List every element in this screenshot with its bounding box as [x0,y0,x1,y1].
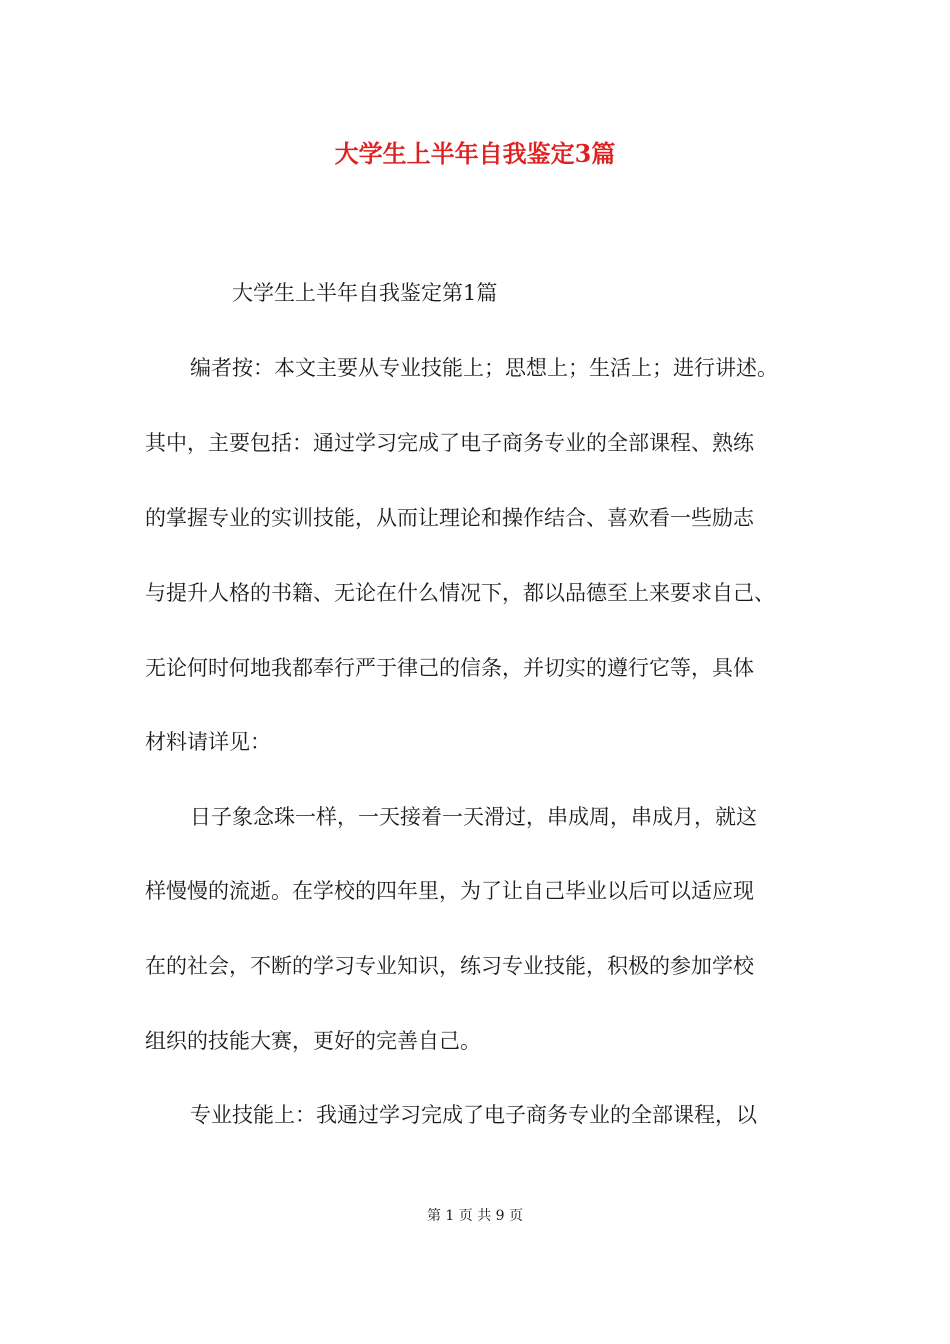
section-heading: 大学生上半年自我鉴定第1篇 [232,281,498,305]
page-footer: 第 1 页 共 9 页 [426,1208,524,1224]
paragraph-line: 编者按：本文主要从专业技能上；思想上；生活上；进行讲述。 [190,356,778,380]
paragraph-line: 材料请详见： [145,730,271,754]
paragraph-line: 无论何时何地我都奉行严于律己的信条，并切实的遵行它等，具体 [145,656,754,680]
paragraph-line: 与提升人格的书籍、无论在什么情况下，都以品德至上来要求自己、 [145,581,775,605]
paragraph-line: 其中，主要包括：通过学习完成了电子商务专业的全部课程、熟练 [145,431,754,455]
paragraph-line: 的掌握专业的实训技能，从而让理论和操作结合、喜欢看一些励志 [145,506,754,530]
paragraph-line: 组织的技能大赛，更好的完善自己。 [145,1029,481,1053]
paragraph-line: 日子象念珠一样，一天接着一天滑过，串成周，串成月，就这 [190,805,757,829]
paragraph-line: 专业技能上：我通过学习完成了电子商务专业的全部课程，以 [190,1103,757,1127]
paragraph-line: 样慢慢的流逝。在学校的四年里，为了让自己毕业以后可以适应现 [145,879,754,903]
paragraph-line: 在的社会，不断的学习专业知识，练习专业技能，积极的参加学校 [145,954,754,978]
document-title: 大学生上半年自我鉴定3篇 [334,139,616,168]
